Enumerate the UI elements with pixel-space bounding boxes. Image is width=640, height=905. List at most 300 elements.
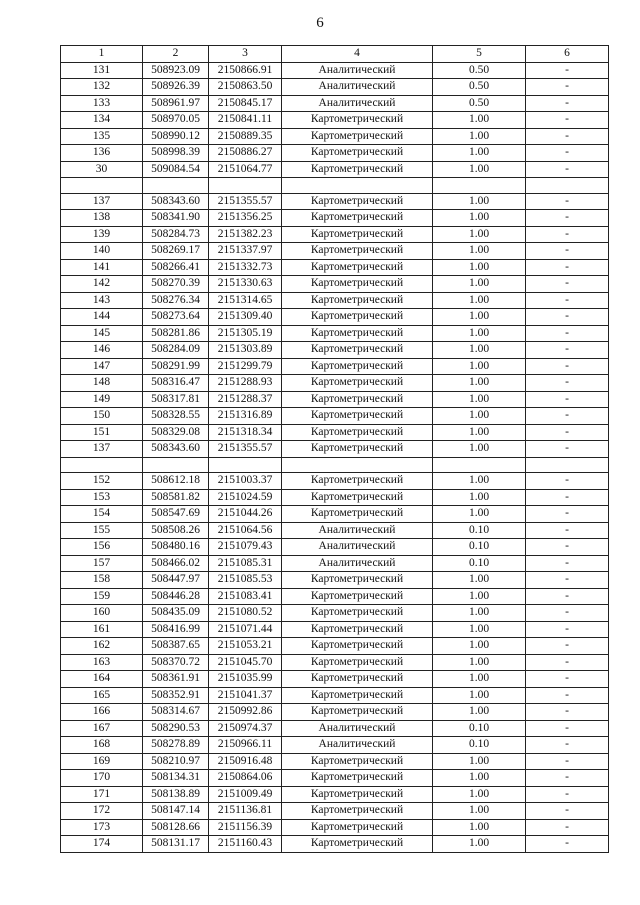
point-number-cell: 162 xyxy=(61,638,143,655)
accuracy-cell: 1.00 xyxy=(433,588,526,605)
note-cell: - xyxy=(526,161,609,178)
accuracy-cell: 0.10 xyxy=(433,720,526,737)
x-coordinate-cell: 508270.39 xyxy=(143,276,209,293)
accuracy-cell: 0.10 xyxy=(433,555,526,572)
note-cell: - xyxy=(526,62,609,79)
table-row xyxy=(61,210,609,227)
table-row xyxy=(61,803,609,820)
accuracy-cell: 1.00 xyxy=(433,605,526,622)
accuracy-cell: 1.00 xyxy=(433,161,526,178)
point-number-cell: 164 xyxy=(61,671,143,688)
point-number-cell: 153 xyxy=(61,489,143,506)
table-row xyxy=(61,786,609,803)
method-cell: Картометрический xyxy=(282,836,433,853)
x-coordinate-cell: 508147.14 xyxy=(143,803,209,820)
page-number: 6 xyxy=(316,15,324,31)
y-coordinate-cell: 2151044.26 xyxy=(209,506,282,523)
accuracy-cell: 1.00 xyxy=(433,441,526,458)
table-body xyxy=(61,46,609,853)
y-coordinate-cell: 2151288.37 xyxy=(209,391,282,408)
point-number-cell: 141 xyxy=(61,259,143,276)
x-coordinate-cell xyxy=(143,457,209,473)
table-row xyxy=(61,292,609,309)
y-coordinate-cell: 2151314.65 xyxy=(209,292,282,309)
method-cell xyxy=(282,178,433,194)
note-cell: - xyxy=(526,473,609,490)
note-cell xyxy=(526,178,609,194)
method-cell: Аналитический xyxy=(282,62,433,79)
accuracy-cell xyxy=(433,457,526,473)
method-cell: Картометрический xyxy=(282,391,433,408)
x-coordinate-cell: 508466.02 xyxy=(143,555,209,572)
y-coordinate-cell: 2150863.50 xyxy=(209,79,282,96)
accuracy-cell: 1.00 xyxy=(433,259,526,276)
x-coordinate-cell: 508998.39 xyxy=(143,145,209,162)
table-row xyxy=(61,621,609,638)
y-coordinate-cell: 2151330.63 xyxy=(209,276,282,293)
point-number-cell: 131 xyxy=(61,62,143,79)
point-number-cell: 142 xyxy=(61,276,143,293)
y-coordinate-cell: 2150889.35 xyxy=(209,128,282,145)
note-cell: - xyxy=(526,79,609,96)
coordinates-table xyxy=(60,45,609,853)
x-coordinate-cell: 508923.09 xyxy=(143,62,209,79)
accuracy-cell: 1.00 xyxy=(433,506,526,523)
accuracy-cell: 1.00 xyxy=(433,803,526,820)
y-coordinate-cell: 2151064.56 xyxy=(209,522,282,539)
note-cell: - xyxy=(526,539,609,556)
x-coordinate-cell: 508352.91 xyxy=(143,687,209,704)
point-number-cell: 148 xyxy=(61,375,143,392)
point-number-cell: 159 xyxy=(61,588,143,605)
point-number-cell: 163 xyxy=(61,654,143,671)
x-coordinate-cell: 508284.73 xyxy=(143,226,209,243)
table-row xyxy=(61,473,609,490)
note-cell: - xyxy=(526,112,609,129)
x-coordinate-cell: 508343.60 xyxy=(143,441,209,458)
y-coordinate-cell: 2151041.37 xyxy=(209,687,282,704)
note-cell: - xyxy=(526,704,609,721)
note-cell: - xyxy=(526,687,609,704)
note-cell: - xyxy=(526,408,609,425)
accuracy-cell: 0.10 xyxy=(433,539,526,556)
table-row xyxy=(61,112,609,129)
table-row xyxy=(61,79,609,96)
table-row xyxy=(61,671,609,688)
note-cell: - xyxy=(526,375,609,392)
method-cell: Картометрический xyxy=(282,226,433,243)
method-cell: Аналитический xyxy=(282,79,433,96)
table-row xyxy=(61,770,609,787)
table-row xyxy=(61,605,609,622)
note-cell: - xyxy=(526,441,609,458)
accuracy-cell xyxy=(433,178,526,194)
x-coordinate-cell: 508273.64 xyxy=(143,309,209,326)
x-coordinate-cell: 508990.12 xyxy=(143,128,209,145)
method-cell: Аналитический xyxy=(282,555,433,572)
point-number-cell: 161 xyxy=(61,621,143,638)
x-coordinate-cell: 508480.16 xyxy=(143,539,209,556)
point-number-cell: 154 xyxy=(61,506,143,523)
table-row xyxy=(61,588,609,605)
point-number-cell: 171 xyxy=(61,786,143,803)
method-cell: Картометрический xyxy=(282,342,433,359)
y-coordinate-cell: 2151136.81 xyxy=(209,803,282,820)
method-cell: Картометрический xyxy=(282,243,433,260)
column-header: 2 xyxy=(143,46,209,63)
x-coordinate-cell: 509084.54 xyxy=(143,161,209,178)
method-cell: Картометрический xyxy=(282,145,433,162)
method-cell: Картометрический xyxy=(282,309,433,326)
point-number-cell: 146 xyxy=(61,342,143,359)
table-header-row xyxy=(61,46,609,63)
x-coordinate-cell: 508290.53 xyxy=(143,720,209,737)
accuracy-cell: 1.00 xyxy=(433,408,526,425)
method-cell: Картометрический xyxy=(282,358,433,375)
table-row xyxy=(61,226,609,243)
method-cell: Картометрический xyxy=(282,819,433,836)
method-cell: Картометрический xyxy=(282,704,433,721)
note-cell: - xyxy=(526,737,609,754)
x-coordinate-cell: 508446.28 xyxy=(143,588,209,605)
table-row xyxy=(61,391,609,408)
point-number-cell xyxy=(61,457,143,473)
method-cell: Картометрический xyxy=(282,441,433,458)
y-coordinate-cell: 2151080.52 xyxy=(209,605,282,622)
method-cell: Картометрический xyxy=(282,128,433,145)
x-coordinate-cell: 508328.55 xyxy=(143,408,209,425)
point-number-cell: 132 xyxy=(61,79,143,96)
accuracy-cell: 1.00 xyxy=(433,292,526,309)
method-cell: Картометрический xyxy=(282,671,433,688)
table-separator-row xyxy=(61,178,609,194)
method-cell: Картометрический xyxy=(282,161,433,178)
y-coordinate-cell: 2151079.43 xyxy=(209,539,282,556)
table-row xyxy=(61,539,609,556)
method-cell: Картометрический xyxy=(282,193,433,210)
y-coordinate-cell: 2151024.59 xyxy=(209,489,282,506)
note-cell: - xyxy=(526,803,609,820)
point-number-cell: 143 xyxy=(61,292,143,309)
note-cell: - xyxy=(526,489,609,506)
method-cell: Картометрический xyxy=(282,424,433,441)
table-row xyxy=(61,704,609,721)
x-coordinate-cell: 508278.89 xyxy=(143,737,209,754)
note-cell: - xyxy=(526,210,609,227)
accuracy-cell: 1.00 xyxy=(433,145,526,162)
method-cell: Картометрический xyxy=(282,210,433,227)
y-coordinate-cell: 2151156.39 xyxy=(209,819,282,836)
table-row xyxy=(61,753,609,770)
accuracy-cell: 1.00 xyxy=(433,836,526,853)
point-number-cell: 151 xyxy=(61,424,143,441)
x-coordinate-cell: 508961.97 xyxy=(143,95,209,112)
accuracy-cell: 1.00 xyxy=(433,358,526,375)
accuracy-cell: 1.00 xyxy=(433,375,526,392)
note-cell: - xyxy=(526,506,609,523)
accuracy-cell: 1.00 xyxy=(433,243,526,260)
x-coordinate-cell: 508970.05 xyxy=(143,112,209,129)
method-cell: Картометрический xyxy=(282,259,433,276)
note-cell: - xyxy=(526,671,609,688)
x-coordinate-cell: 508416.99 xyxy=(143,621,209,638)
y-coordinate-cell: 2151316.89 xyxy=(209,408,282,425)
y-coordinate-cell: 2151382.23 xyxy=(209,226,282,243)
point-number-cell: 30 xyxy=(61,161,143,178)
accuracy-cell: 1.00 xyxy=(433,226,526,243)
x-coordinate-cell: 508291.99 xyxy=(143,358,209,375)
note-cell: - xyxy=(526,572,609,589)
note-cell: - xyxy=(526,243,609,260)
note-cell: - xyxy=(526,259,609,276)
point-number-cell: 158 xyxy=(61,572,143,589)
y-coordinate-cell: 2151332.73 xyxy=(209,259,282,276)
method-cell: Картометрический xyxy=(282,687,433,704)
point-number-cell: 149 xyxy=(61,391,143,408)
point-number-cell: 160 xyxy=(61,605,143,622)
note-cell: - xyxy=(526,128,609,145)
table-row xyxy=(61,424,609,441)
method-cell: Картометрический xyxy=(282,489,433,506)
method-cell: Аналитический xyxy=(282,539,433,556)
table-row xyxy=(61,309,609,326)
y-coordinate-cell: 2151035.99 xyxy=(209,671,282,688)
table-row xyxy=(61,145,609,162)
x-coordinate-cell: 508447.97 xyxy=(143,572,209,589)
table-row xyxy=(61,737,609,754)
method-cell: Картометрический xyxy=(282,473,433,490)
point-number-cell: 134 xyxy=(61,112,143,129)
note-cell: - xyxy=(526,753,609,770)
accuracy-cell: 1.00 xyxy=(433,671,526,688)
x-coordinate-cell: 508317.81 xyxy=(143,391,209,408)
point-number-cell: 152 xyxy=(61,473,143,490)
point-number-cell: 135 xyxy=(61,128,143,145)
table-row xyxy=(61,441,609,458)
accuracy-cell: 1.00 xyxy=(433,193,526,210)
point-number-cell: 170 xyxy=(61,770,143,787)
accuracy-cell: 1.00 xyxy=(433,276,526,293)
x-coordinate-cell: 508329.08 xyxy=(143,424,209,441)
method-cell: Картометрический xyxy=(282,506,433,523)
x-coordinate-cell: 508547.69 xyxy=(143,506,209,523)
point-number-cell: 168 xyxy=(61,737,143,754)
y-coordinate-cell: 2151083.41 xyxy=(209,588,282,605)
accuracy-cell: 1.00 xyxy=(433,128,526,145)
method-cell: Аналитический xyxy=(282,95,433,112)
x-coordinate-cell: 508926.39 xyxy=(143,79,209,96)
x-coordinate-cell: 508361.91 xyxy=(143,671,209,688)
note-cell: - xyxy=(526,720,609,737)
point-number-cell: 139 xyxy=(61,226,143,243)
method-cell: Картометрический xyxy=(282,112,433,129)
accuracy-cell: 0.10 xyxy=(433,522,526,539)
table-row xyxy=(61,243,609,260)
note-cell: - xyxy=(526,358,609,375)
x-coordinate-cell: 508210.97 xyxy=(143,753,209,770)
point-number-cell: 137 xyxy=(61,193,143,210)
note-cell: - xyxy=(526,226,609,243)
x-coordinate-cell: 508341.90 xyxy=(143,210,209,227)
point-number-cell: 137 xyxy=(61,441,143,458)
accuracy-cell: 1.00 xyxy=(433,391,526,408)
accuracy-cell: 1.00 xyxy=(433,489,526,506)
accuracy-cell: 1.00 xyxy=(433,325,526,342)
accuracy-cell: 1.00 xyxy=(433,687,526,704)
accuracy-cell: 1.00 xyxy=(433,654,526,671)
table-row xyxy=(61,259,609,276)
x-coordinate-cell: 508370.72 xyxy=(143,654,209,671)
point-number-cell: 157 xyxy=(61,555,143,572)
y-coordinate-cell: 2151288.93 xyxy=(209,375,282,392)
y-coordinate-cell: 2151009.49 xyxy=(209,786,282,803)
point-number-cell: 174 xyxy=(61,836,143,853)
x-coordinate-cell: 508281.86 xyxy=(143,325,209,342)
point-number-cell: 145 xyxy=(61,325,143,342)
point-number-cell: 167 xyxy=(61,720,143,737)
accuracy-cell: 1.00 xyxy=(433,786,526,803)
x-coordinate-cell: 508284.09 xyxy=(143,342,209,359)
accuracy-cell: 0.50 xyxy=(433,95,526,112)
note-cell: - xyxy=(526,424,609,441)
accuracy-cell: 1.00 xyxy=(433,753,526,770)
point-number-cell: 136 xyxy=(61,145,143,162)
y-coordinate-cell: 2151299.79 xyxy=(209,358,282,375)
note-cell: - xyxy=(526,342,609,359)
x-coordinate-cell: 508266.41 xyxy=(143,259,209,276)
note-cell: - xyxy=(526,193,609,210)
y-coordinate-cell: 2151356.25 xyxy=(209,210,282,227)
table-row xyxy=(61,375,609,392)
x-coordinate-cell: 508138.89 xyxy=(143,786,209,803)
note-cell: - xyxy=(526,276,609,293)
y-coordinate-cell: 2150886.27 xyxy=(209,145,282,162)
table-row xyxy=(61,555,609,572)
y-coordinate-cell: 2151318.34 xyxy=(209,424,282,441)
note-cell: - xyxy=(526,555,609,572)
accuracy-cell: 1.00 xyxy=(433,342,526,359)
accuracy-cell: 0.10 xyxy=(433,737,526,754)
method-cell: Аналитический xyxy=(282,720,433,737)
note-cell: - xyxy=(526,621,609,638)
column-header: 3 xyxy=(209,46,282,63)
point-number-cell: 150 xyxy=(61,408,143,425)
table-row xyxy=(61,654,609,671)
note-cell: - xyxy=(526,145,609,162)
y-coordinate-cell xyxy=(209,178,282,194)
table-row xyxy=(61,193,609,210)
point-number-cell: 173 xyxy=(61,819,143,836)
table-row xyxy=(61,325,609,342)
table-row xyxy=(61,342,609,359)
note-cell: - xyxy=(526,654,609,671)
accuracy-cell: 1.00 xyxy=(433,704,526,721)
method-cell: Картометрический xyxy=(282,408,433,425)
method-cell: Картометрический xyxy=(282,770,433,787)
method-cell: Картометрический xyxy=(282,786,433,803)
note-cell: - xyxy=(526,391,609,408)
method-cell: Картометрический xyxy=(282,375,433,392)
x-coordinate-cell: 508134.31 xyxy=(143,770,209,787)
method-cell: Аналитический xyxy=(282,737,433,754)
x-coordinate-cell: 508343.60 xyxy=(143,193,209,210)
note-cell xyxy=(526,457,609,473)
x-coordinate-cell: 508508.26 xyxy=(143,522,209,539)
y-coordinate-cell: 2150916.48 xyxy=(209,753,282,770)
table-row xyxy=(61,638,609,655)
y-coordinate-cell: 2151053.21 xyxy=(209,638,282,655)
table-row xyxy=(61,95,609,112)
accuracy-cell: 1.00 xyxy=(433,424,526,441)
method-cell: Картометрический xyxy=(282,638,433,655)
accuracy-cell: 1.00 xyxy=(433,621,526,638)
note-cell: - xyxy=(526,819,609,836)
note-cell: - xyxy=(526,770,609,787)
table-row xyxy=(61,522,609,539)
point-number-cell: 156 xyxy=(61,539,143,556)
y-coordinate-cell: 2150866.91 xyxy=(209,62,282,79)
accuracy-cell: 1.00 xyxy=(433,112,526,129)
y-coordinate-cell: 2150966.11 xyxy=(209,737,282,754)
table-row xyxy=(61,836,609,853)
y-coordinate-cell: 2151355.57 xyxy=(209,441,282,458)
y-coordinate-cell: 2150841.11 xyxy=(209,112,282,129)
note-cell: - xyxy=(526,325,609,342)
y-coordinate-cell xyxy=(209,457,282,473)
method-cell: Картометрический xyxy=(282,803,433,820)
accuracy-cell: 1.00 xyxy=(433,770,526,787)
method-cell: Картометрический xyxy=(282,753,433,770)
note-cell: - xyxy=(526,836,609,853)
x-coordinate-cell: 508316.47 xyxy=(143,375,209,392)
method-cell xyxy=(282,457,433,473)
y-coordinate-cell: 2150992.86 xyxy=(209,704,282,721)
y-coordinate-cell: 2151305.19 xyxy=(209,325,282,342)
column-header: 4 xyxy=(282,46,433,63)
y-coordinate-cell: 2151160.43 xyxy=(209,836,282,853)
point-number-cell: 165 xyxy=(61,687,143,704)
point-number-cell: 140 xyxy=(61,243,143,260)
note-cell: - xyxy=(526,786,609,803)
method-cell: Картометрический xyxy=(282,654,433,671)
point-number-cell: 144 xyxy=(61,309,143,326)
table-row xyxy=(61,161,609,178)
table-row xyxy=(61,819,609,836)
x-coordinate-cell: 508128.66 xyxy=(143,819,209,836)
table-row xyxy=(61,408,609,425)
table-row xyxy=(61,358,609,375)
method-cell: Картометрический xyxy=(282,572,433,589)
accuracy-cell: 0.50 xyxy=(433,79,526,96)
x-coordinate-cell: 508276.34 xyxy=(143,292,209,309)
note-cell: - xyxy=(526,605,609,622)
note-cell: - xyxy=(526,638,609,655)
y-coordinate-cell: 2151003.37 xyxy=(209,473,282,490)
point-number-cell: 155 xyxy=(61,522,143,539)
method-cell: Картометрический xyxy=(282,325,433,342)
x-coordinate-cell: 508435.09 xyxy=(143,605,209,622)
method-cell: Картометрический xyxy=(282,292,433,309)
accuracy-cell: 1.00 xyxy=(433,309,526,326)
accuracy-cell: 1.00 xyxy=(433,572,526,589)
table-row xyxy=(61,506,609,523)
y-coordinate-cell: 2151071.44 xyxy=(209,621,282,638)
point-number-cell: 169 xyxy=(61,753,143,770)
point-number-cell: 172 xyxy=(61,803,143,820)
x-coordinate-cell: 508387.65 xyxy=(143,638,209,655)
method-cell: Картометрический xyxy=(282,605,433,622)
y-coordinate-cell: 2151085.53 xyxy=(209,572,282,589)
